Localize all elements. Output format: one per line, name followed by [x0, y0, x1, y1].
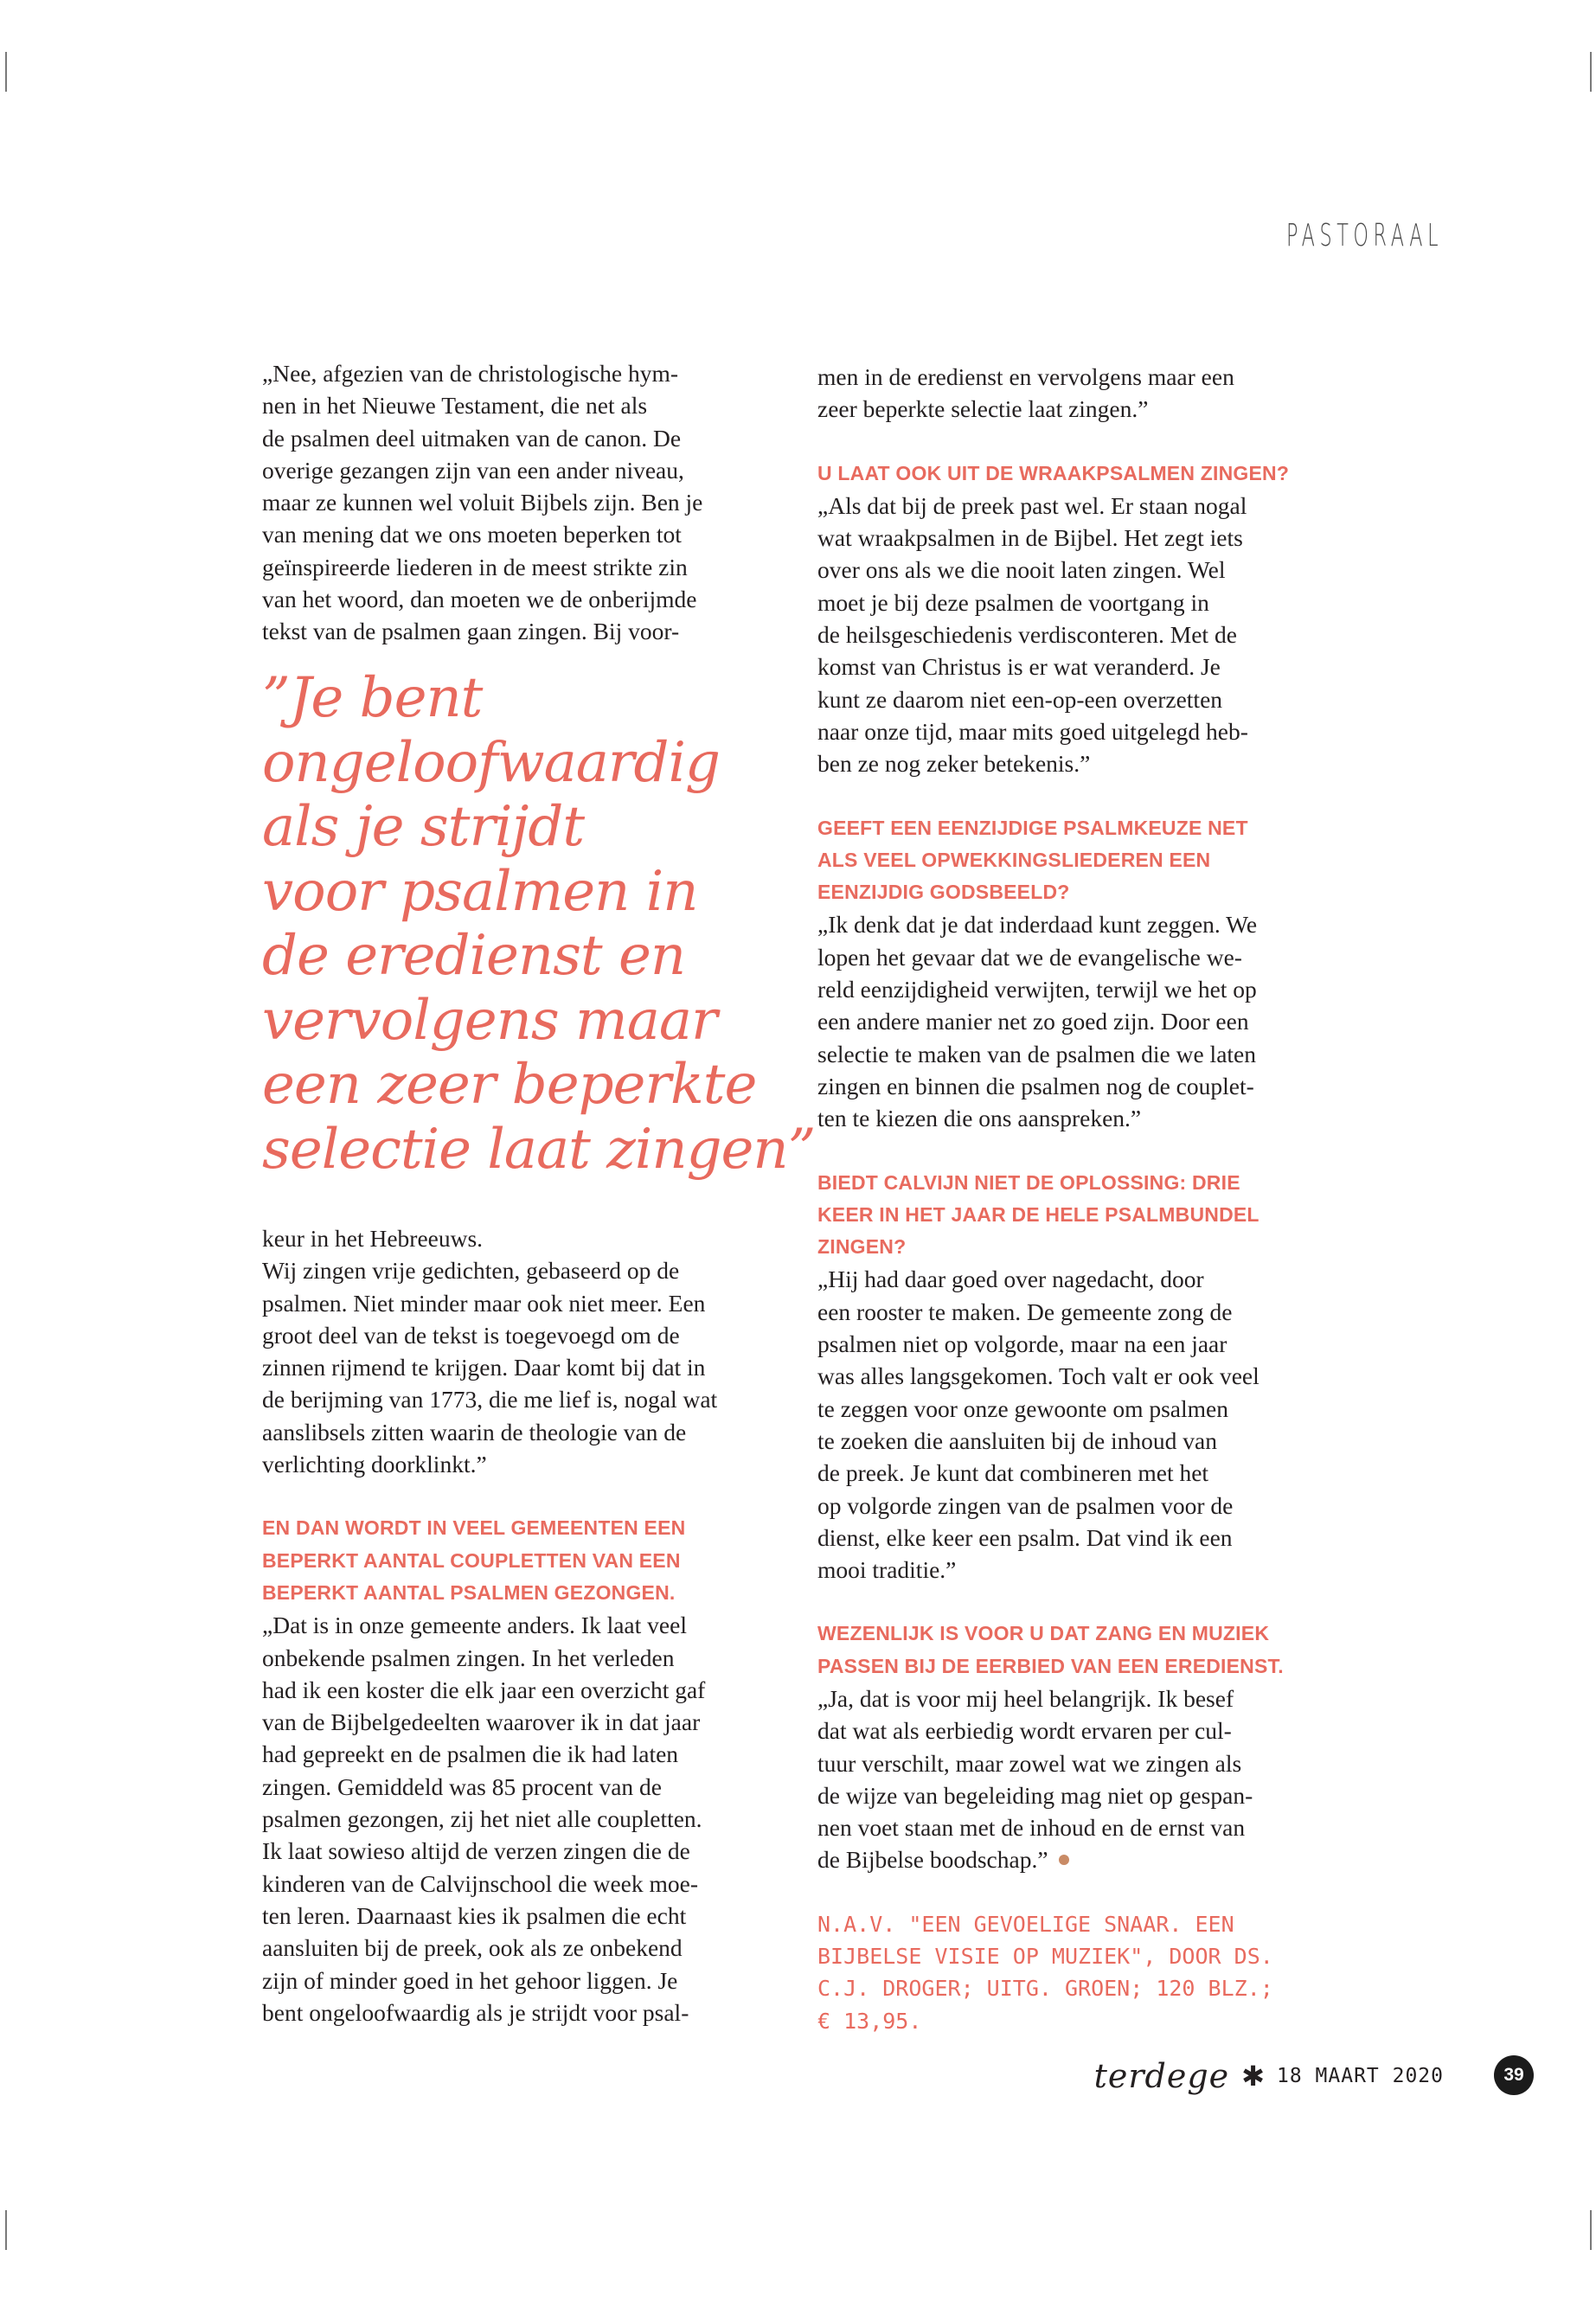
citation-line: BIJBELSE VISIE OP MUZIEK", DOOR DS.: [817, 1944, 1273, 1970]
interview-question: [817, 1167, 1336, 1264]
asterisk-icon: ✱: [1241, 2060, 1265, 2093]
pull-quote-line: de eredienst en: [262, 924, 686, 988]
text-line: ten te kiezen die ons aanspreken.”: [817, 1105, 1142, 1132]
text-line: de preek. Je kunt dat combineren met het: [817, 1459, 1209, 1487]
text-line: Ik laat sowieso altijd de verzen zingen die de: [262, 1837, 690, 1865]
right-column: [817, 361, 1336, 2037]
text-line: Wij zingen vrije gedichten, gebaseerd op de: [262, 1257, 680, 1285]
interview-question: [262, 1512, 781, 1609]
text-line: de berijming van 1773, die me lief is, nogal wat: [262, 1386, 718, 1413]
question-line: BIEDT CALVIJN NIET DE OPLOSSING: DRIE: [817, 1170, 1240, 1194]
after-quote-paragraph: [262, 1222, 781, 1480]
question-line: BEPERKT AANTAL COUPLETTEN VAN EEN: [262, 1548, 681, 1572]
interview-answer: [817, 1263, 1336, 1586]
citation-line: N.A.V. "EEN GEVOELIGE SNAAR. EEN: [817, 1911, 1234, 1937]
text-line: wat wraakpsalmen in de Bijbel. Het zegt iets: [817, 524, 1243, 552]
interview-question: [817, 458, 1336, 490]
text-line: overige gezangen zijn van een ander niveau,: [262, 456, 684, 484]
text-line: dienst, elke keer een psalm. Dat vind ik een: [817, 1523, 1233, 1551]
text-line: groot deel van de tekst is toegevoegd om de: [262, 1321, 680, 1349]
text-line: kinderen van de Calvijnschool die week moe-: [262, 1869, 699, 1897]
text-line: de wijze van begeleiding mag niet op gespan-: [817, 1781, 1253, 1809]
question-line: ZINGEN?: [817, 1235, 907, 1259]
text-line: men in de eredienst en vervolgens maar een: [817, 363, 1234, 390]
crop-mark-top-right: [1590, 52, 1592, 92]
text-line: keur in het Hebreeuws.: [262, 1225, 484, 1252]
text-line: moet je bij deze psalmen de voortgang in: [817, 588, 1209, 616]
text-line: dat wat als eerbiedig wordt ervaren per cul-: [817, 1717, 1232, 1745]
question-line: PASSEN BIJ DE EERBIED VAN EEN EREDIENST.: [817, 1654, 1284, 1677]
crop-mark-top-left: [5, 52, 7, 92]
text-line: naar onze tijd, maar mits goed uitgelegd heb-: [817, 717, 1248, 745]
pull-quote-line: een zeer beperkte: [262, 1053, 757, 1117]
text-line: „Hij had daar goed over nagedacht, door: [817, 1266, 1204, 1293]
pull-quote: [262, 666, 816, 1182]
text-line: ten leren. Daarnaast kies ik psalmen die echt: [262, 1901, 687, 1929]
text-line: psalmen niet op volgorde, maar na een jaar: [817, 1330, 1227, 1358]
text-line: nen in het Nieuwe Testament, die net als: [262, 392, 648, 420]
left-column-body: [262, 1222, 781, 2029]
pull-quote-line: ongeloofwaardig: [262, 730, 720, 795]
text-line: te zoeken die aansluiten bij de inhoud van: [817, 1426, 1218, 1454]
crop-mark-bottom-right: [1590, 2210, 1592, 2250]
left-column-intro: [262, 357, 781, 648]
text-line: een andere manier net zo goed zijn. Door een: [817, 1008, 1249, 1035]
text-line: onbekende psalmen zingen. In het verleden: [262, 1644, 675, 1671]
end-of-article-dot-icon: [1059, 1855, 1069, 1865]
source-citation: [817, 1908, 1336, 2037]
text-line: zingen. Gemiddeld was 85 procent van de: [262, 1772, 663, 1800]
question-line: BEPERKT AANTAL PSALMEN GEZONGEN.: [262, 1580, 676, 1604]
text-line: aansluiten bij de preek, ook als ze onbekend: [262, 1934, 683, 1962]
text-line: reld eenzijdigheid verwijten, terwijl we het op: [817, 976, 1257, 1003]
text-line: nen voet staan met de inhoud en de ernst van: [817, 1814, 1246, 1842]
text-line: „Ik denk dat je dat inderdaad kunt zeggen. We: [817, 911, 1258, 939]
text-line-last: [817, 1843, 1336, 1875]
interview-answer: [817, 908, 1336, 1134]
interview-answer: [817, 490, 1336, 780]
question-line: ALS VEEL OPWEKKINGSLIEDEREN EEN: [817, 848, 1211, 871]
page-number: 39: [1494, 2055, 1534, 2095]
text-line: van mening dat we ons moeten beperken tot: [262, 521, 682, 548]
text-line: aanslibsels zitten waarin de theologie van de: [262, 1418, 687, 1445]
interview-question: [817, 812, 1336, 909]
pull-quote-line: ”Je bent: [262, 666, 483, 730]
text-line: kunt ze daarom niet een-op-een overzetten: [817, 685, 1223, 713]
question-line: KEER IN HET JAAR DE HELE PSALMBUNDEL: [817, 1202, 1259, 1226]
text-line: tuur verschilt, maar zowel wat we zingen als: [817, 1749, 1242, 1777]
text-line: „Als dat bij de preek past wel. Er staan nogal: [817, 491, 1247, 519]
text-line: mooi traditie.”: [817, 1556, 957, 1584]
text-line: zijn of minder goed in het gehoor liggen. Je: [262, 1966, 678, 1994]
crop-mark-bottom-left: [5, 2210, 7, 2250]
question-line: GEEFT EEN EENZIJDIGE PSALMKEUZE NET: [817, 816, 1248, 839]
magazine-logo: terdege: [1093, 2057, 1230, 2095]
question-line: U LAAT OOK UIT DE WRAAKPSALMEN ZINGEN?: [817, 461, 1290, 484]
pull-quote-line: als je strijdt: [262, 795, 585, 859]
interview-answer: [262, 1609, 781, 2029]
text-line: de Bijbelse boodschap.”: [817, 1846, 1048, 1874]
text-line: van het woord, dan moeten we de onberijmde: [262, 586, 697, 613]
text-line: zeer beperkte selectie laat zingen.”: [817, 395, 1149, 423]
text-line: „Nee, afgezien van de christologische hym-: [262, 360, 679, 387]
text-line: ben ze nog zeker betekenis.”: [817, 750, 1091, 778]
footer: [1094, 2057, 1444, 2095]
text-line: psalmen. Niet minder maar ook niet meer. Een: [262, 1289, 706, 1317]
text-line: zingen en binnen die psalmen nog de couplet-: [817, 1072, 1254, 1099]
text-line: tekst van de psalmen gaan zingen. Bij voor-: [262, 618, 680, 645]
interview-question: [817, 1618, 1336, 1682]
text-line: psalmen gezongen, zij het niet alle coupletten.: [262, 1805, 702, 1833]
text-line: selectie te maken van de psalmen die we laten: [817, 1040, 1257, 1067]
text-line: te zeggen voor onze gewoonte om psalmen: [817, 1394, 1228, 1422]
text-line: over ons als we die nooit laten zingen. Wel: [817, 556, 1226, 584]
text-line: komst van Christus is er wat veranderd. Je: [817, 653, 1221, 681]
pull-quote-line: vervolgens maar: [262, 988, 717, 1053]
issue-date: 18 MAART 2020: [1276, 2065, 1444, 2087]
citation-line: € 13,95.: [817, 2008, 922, 2034]
pull-quote-line: selectie laat zingen”: [262, 1117, 816, 1182]
text-line: de heilsgeschiedenis verdisconteren. Met de: [817, 621, 1237, 649]
text-line: bent ongeloofwaardig als je strijdt voor psal-: [262, 1998, 689, 2026]
question-line: EENZIJDIG GODSBEELD?: [817, 881, 1070, 904]
text-line: geïnspireerde liederen in de meest strikte zin: [262, 553, 688, 580]
text-line: was alles langsgekomen. Toch valt er ook veel: [817, 1362, 1259, 1390]
text-line: op volgorde zingen van de psalmen voor de: [817, 1491, 1234, 1519]
section-label: PASTORAAL: [1285, 218, 1443, 253]
text-line: had ik een koster die elk jaar een overzicht gaf: [262, 1676, 706, 1703]
continuation-paragraph: [817, 361, 1336, 426]
text-line: verlichting doorklinkt.”: [262, 1451, 487, 1478]
citation-line: C.J. DROGER; UITG. GROEN; 120 BLZ.;: [817, 1976, 1273, 2002]
text-line: zinnen rijmend te krijgen. Daar komt bij dat in: [262, 1354, 706, 1381]
interview-answer: [817, 1682, 1336, 1876]
intro-paragraph: [262, 357, 781, 648]
text-line: een rooster te maken. De gemeente zong de: [817, 1298, 1233, 1325]
text-line: lopen het gevaar dat we de evangelische we-: [817, 943, 1242, 971]
question-line: WEZENLIJK IS VOOR U DAT ZANG EN MUZIEK: [817, 1622, 1270, 1645]
pull-quote-line: voor psalmen in: [262, 859, 698, 924]
question-line: EN DAN WORDT IN VEEL GEMEENTEN EEN: [262, 1516, 686, 1540]
text-line: „Dat is in onze gemeente anders. Ik laat veel: [262, 1612, 687, 1639]
text-line: van de Bijbelgedeelten waarover ik in dat jaar: [262, 1708, 701, 1736]
text-line: had gepreekt en de psalmen die ik had laten: [262, 1740, 679, 1768]
text-line: de psalmen deel uitmaken van de canon. De: [262, 424, 682, 452]
text-line: „Ja, dat is voor mij heel belangrijk. Ik besef: [817, 1684, 1234, 1712]
text-line: maar ze kunnen wel voluit Bijbels zijn. Ben je: [262, 489, 703, 516]
